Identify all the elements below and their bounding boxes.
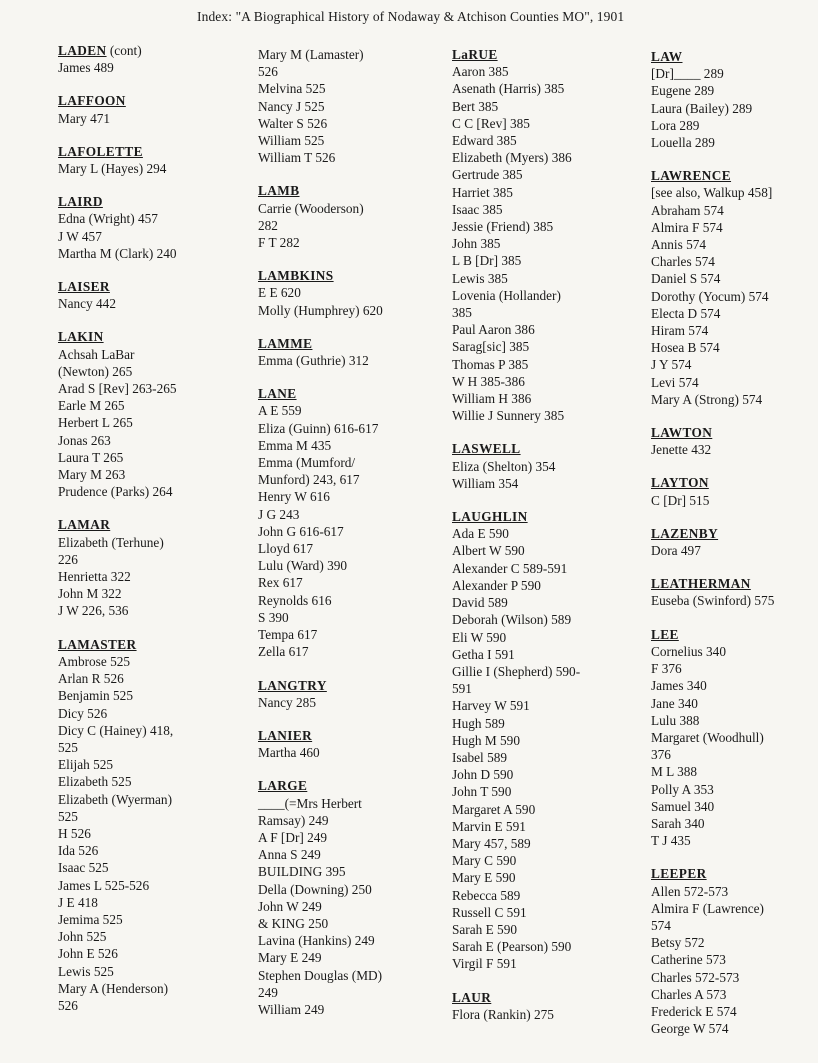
name-entry: James 489 [58, 60, 114, 76]
index-entry [58, 278, 243, 312]
name-entry: J W 457 [58, 228, 102, 244]
surname-heading-line [651, 167, 818, 184]
surname-heading-line [258, 335, 443, 352]
name-entry: Harriet 385 [452, 184, 513, 200]
index-column-3 [452, 46, 637, 1039]
index-entry [651, 575, 818, 609]
surname-heading-line [258, 777, 443, 794]
name-entry: Emma M 435 [258, 437, 332, 453]
name-entry: Laura (Bailey) 289 [651, 100, 753, 116]
name-entry: Isaac 525 [58, 860, 109, 876]
name-entry: (Newton) 265 [58, 363, 133, 379]
name-entry: Lewis 525 [58, 963, 114, 979]
name-entry: Alexander C 589-591 [452, 560, 568, 576]
index-column-2 [258, 46, 443, 1034]
name-entry: Eliza (Guinn) 616-617 [258, 420, 379, 436]
name-entry: Mary C 590 [452, 853, 517, 869]
name-entry: Earle M 265 [58, 398, 125, 414]
surname-heading: LAWRENCE [651, 168, 732, 184]
name-entry: William T 526 [258, 150, 336, 166]
index-entry [258, 46, 443, 166]
name-entry: Eugene 289 [651, 83, 715, 99]
name-entry: John T 590 [452, 784, 512, 800]
name-entry: Getha I 591 [452, 646, 515, 662]
name-entry: Charles A 573 [651, 986, 727, 1002]
name-entry: 526 [258, 64, 278, 80]
name-entry: William 525 [258, 133, 325, 149]
name-entry: Euseba (Swinford) 575 [651, 593, 775, 609]
index-entry [651, 424, 818, 458]
surname-heading: LAMASTER [58, 636, 137, 652]
name-entry: John D 590 [452, 767, 514, 783]
name-entry: William H 386 [452, 391, 532, 407]
surname-heading-line [258, 677, 443, 694]
surname-heading: LEATHERMAN [651, 576, 751, 592]
surname-heading-line [452, 440, 637, 457]
name-entry: Reynolds 616 [258, 592, 332, 608]
name-entry: Mary 457, 589 [452, 835, 531, 851]
index-entry [58, 92, 243, 126]
index-entry [258, 777, 443, 1018]
name-entry: Jemima 525 [58, 911, 123, 927]
index-entry [58, 193, 243, 262]
name-entry: Hugh M 590 [452, 732, 520, 748]
name-entry: John M 322 [58, 586, 122, 602]
name-entry: Elizabeth (Myers) 386 [452, 150, 572, 166]
name-entry: Paul Aaron 386 [452, 322, 535, 338]
name-entry: John E 526 [58, 946, 118, 962]
name-entry: Catherine 573 [651, 952, 726, 968]
name-entry: Walter S 526 [258, 115, 328, 131]
name-entry: Thomas P 385 [452, 356, 529, 372]
name-entry: Sarah 340 [651, 815, 705, 831]
surname-heading: LAWTON [651, 425, 713, 441]
name-entry: Prudence (Parks) 264 [58, 484, 173, 500]
name-entry: J W 226, 536 [58, 603, 129, 619]
index-entry [651, 626, 818, 850]
name-entry: BUILDING 395 [258, 864, 346, 880]
name-entry: Sarah E 590 [452, 921, 517, 937]
name-entry: 226 [58, 551, 78, 567]
name-entry: E E 620 [258, 285, 301, 301]
name-entry: Samuel 340 [651, 798, 715, 814]
name-entry: Jessie (Friend) 385 [452, 219, 554, 235]
name-entry: Charles 572-573 [651, 969, 740, 985]
surname-heading: LAMAR [58, 517, 111, 533]
name-entry: Mary 471 [58, 110, 111, 126]
name-entry: Henrietta 322 [58, 569, 131, 585]
name-entry: Zella 617 [258, 644, 309, 660]
surname-heading: LANGTRY [258, 677, 327, 693]
name-entry: Almira F (Lawrence) [651, 900, 764, 916]
name-entry: F 376 [651, 661, 682, 677]
name-entry: Ramsay) 249 [258, 812, 329, 828]
name-entry: Aaron 385 [452, 64, 509, 80]
name-entry: H 526 [58, 825, 91, 841]
name-entry: Achsah LaBar [58, 346, 135, 362]
name-entry: Edna (Wright) 457 [58, 211, 158, 227]
name-entry: Melvina 525 [258, 81, 326, 97]
name-entry: George W 574 [651, 1021, 729, 1037]
name-entry: A E 559 [258, 403, 302, 419]
name-entry: Munford) 243, 617 [258, 472, 360, 488]
name-entry: Edward 385 [452, 133, 517, 149]
surname-heading: LAUR [452, 989, 492, 1005]
name-entry: Della (Downing) 250 [258, 881, 372, 897]
name-entry: [see also, Walkup 458] [651, 185, 773, 201]
name-entry: Mary E 249 [258, 950, 322, 966]
surname-heading-line [258, 182, 443, 199]
index-entry [58, 516, 243, 619]
index-entry [58, 42, 243, 76]
surname-heading: LANIER [258, 727, 313, 743]
index-entry [258, 335, 443, 369]
surname-heading-line [651, 626, 818, 643]
name-entry: Hiram 574 [651, 323, 709, 339]
surname-heading-line [651, 865, 818, 882]
name-entry: L B [Dr] 385 [452, 253, 522, 269]
name-entry: Rebecca 589 [452, 887, 521, 903]
index-entry [651, 865, 818, 1037]
surname-heading-line [651, 424, 818, 441]
index-entry [651, 474, 818, 508]
surname-heading-line [58, 193, 243, 210]
surname-heading: LADEN [58, 43, 107, 58]
index-entry [651, 48, 818, 151]
surname-heading: LAKIN [58, 329, 104, 345]
index-entry [58, 143, 243, 177]
surname-heading: LAISER [58, 279, 110, 295]
name-entry: Nancy 285 [258, 694, 316, 710]
name-entry: Hugh 589 [452, 715, 505, 731]
name-entry: Deborah (Wilson) 589 [452, 612, 572, 628]
surname-heading-line [58, 516, 243, 533]
name-entry: Marvin E 591 [452, 818, 526, 834]
name-entry: Russell C 591 [452, 904, 527, 920]
name-entry: Anna S 249 [258, 847, 321, 863]
name-entry: 591 [452, 681, 472, 697]
name-entry: Hosea B 574 [651, 340, 720, 356]
surname-heading-line [258, 727, 443, 744]
name-entry: Martha 460 [258, 745, 320, 761]
name-entry: Laura T 265 [58, 449, 124, 465]
name-entry: Frederick E 574 [651, 1003, 737, 1019]
name-entry: David 589 [452, 595, 508, 611]
name-entry: Ida 526 [58, 843, 99, 859]
name-entry: Henry W 616 [258, 489, 330, 505]
name-entry: Lulu 388 [651, 712, 700, 728]
name-entry: Lulu (Ward) 390 [258, 558, 348, 574]
index-entry [58, 328, 243, 500]
name-entry: Eli W 590 [452, 629, 507, 645]
name-entry: C [Dr] 515 [651, 492, 710, 508]
index-entry [58, 636, 243, 1014]
name-entry: Benjamin 525 [58, 688, 133, 704]
index-entry [258, 385, 443, 660]
name-entry: Emma (Mumford/ [258, 455, 356, 471]
name-entry: Rex 617 [258, 575, 303, 591]
name-entry: Molly (Humphrey) 620 [258, 302, 383, 318]
name-entry: ____(=Mrs Herbert [258, 795, 362, 811]
name-entry: Isabel 589 [452, 749, 508, 765]
name-entry: Albert W 590 [452, 543, 525, 559]
surname-heading: LAZENBY [651, 525, 719, 541]
index-entry [452, 989, 637, 1023]
name-entry: W H 385-386 [452, 373, 525, 389]
surname-heading: LASWELL [452, 441, 521, 457]
name-entry: Mary M 263 [58, 467, 126, 483]
name-entry: Abraham 574 [651, 202, 724, 218]
index-entry [258, 182, 443, 251]
name-entry: 525 [58, 739, 78, 755]
name-entry: Lovenia (Hollander) [452, 287, 561, 303]
surname-heading: LaRUE [452, 47, 498, 62]
name-entry: 249 [258, 984, 278, 1000]
name-entry: S 390 [258, 609, 289, 625]
index-column-1 [58, 42, 243, 1030]
surname-heading: LAIRD [58, 194, 103, 210]
surname-heading-line [258, 267, 443, 284]
name-entry: Lavina (Hankins) 249 [258, 933, 375, 949]
name-entry: Charles 574 [651, 254, 715, 270]
page-title: Index: "A Biographical History of Nodaway & Atchison Counties MO", 1901 [197, 9, 625, 24]
name-entry: [Dr]____ 289 [651, 66, 724, 82]
name-entry: Tempa 617 [258, 627, 318, 643]
name-entry: Dora 497 [651, 543, 701, 559]
name-entry: Martha M (Clark) 240 [58, 245, 177, 261]
name-entry: Jonas 263 [58, 432, 111, 448]
name-entry: Daniel S 574 [651, 271, 721, 287]
name-entry: C C [Rev] 385 [452, 115, 530, 131]
surname-heading-line [58, 278, 243, 295]
surname-heading: LAFFOON [58, 93, 126, 109]
name-entry: Dicy 526 [58, 705, 108, 721]
name-entry: Elizabeth (Terhune) [58, 534, 164, 550]
surname-heading-line [58, 42, 243, 59]
surname-heading-line [452, 989, 637, 1006]
name-entry: Jane 340 [651, 695, 698, 711]
surname-heading: LAW [651, 49, 683, 64]
surname-heading: LAMME [258, 335, 313, 351]
surname-heading-line [58, 143, 243, 160]
name-entry: 526 [58, 997, 78, 1013]
name-entry: Isaac 385 [452, 201, 503, 217]
name-entry: T J 435 [651, 833, 691, 849]
index-entry [452, 46, 637, 424]
name-entry: Ambrose 525 [58, 653, 131, 669]
name-entry: Virgil F 591 [452, 956, 517, 972]
name-entry: Mary M (Lamaster) [258, 47, 364, 62]
name-entry: Dicy C (Hainey) 418, [58, 722, 174, 738]
name-entry: & KING 250 [258, 915, 329, 931]
surname-heading: LAYTON [651, 475, 709, 491]
name-entry: Elizabeth (Wyerman) [58, 791, 173, 807]
name-entry: Nancy J 525 [258, 98, 325, 114]
index-entry [258, 727, 443, 761]
surname-heading-line [258, 385, 443, 402]
name-entry: Lora 289 [651, 117, 700, 133]
surname-heading: LAMBKINS [258, 268, 334, 284]
name-entry: Allen 572-573 [651, 883, 729, 899]
name-entry: Polly A 353 [651, 781, 714, 797]
index-entry [452, 440, 637, 492]
name-entry: J Y 574 [651, 357, 692, 373]
surname-heading: LAUGHLIN [452, 509, 528, 525]
name-entry: Sarah E (Pearson) 590 [452, 939, 572, 955]
name-entry: Annis 574 [651, 237, 707, 253]
name-entry: Asenath (Harris) 385 [452, 81, 565, 97]
name-entry: Elijah 525 [58, 757, 114, 773]
name-entry: Lloyd 617 [258, 541, 314, 557]
name-entry: Dorothy (Yocum) 574 [651, 288, 769, 304]
name-entry: John 525 [58, 929, 107, 945]
name-entry: Gillie I (Shepherd) 590- [452, 663, 581, 679]
surname-heading-line [651, 474, 818, 491]
name-entry: Mary A (Henderson) [58, 980, 169, 996]
surname-heading-line [651, 525, 818, 542]
name-entry: Alexander P 590 [452, 577, 541, 593]
name-entry: Lewis 385 [452, 270, 508, 286]
index-entry [651, 167, 818, 408]
surname-heading-line [651, 48, 818, 65]
name-entry: Bert 385 [452, 98, 499, 114]
name-entry: A F [Dr] 249 [258, 829, 328, 845]
continued-note: (cont) [106, 43, 142, 58]
name-entry: Mary L (Hayes) 294 [58, 161, 167, 177]
surname-heading: LEEPER [651, 866, 707, 882]
name-entry: Margaret A 590 [452, 801, 536, 817]
surname-heading: LAFOLETTE [58, 143, 143, 159]
name-entry: Gertrude 385 [452, 167, 523, 183]
surname-heading-line [452, 46, 637, 63]
name-entry: Flora (Rankin) 275 [452, 1006, 554, 1022]
surname-heading-line [58, 636, 243, 653]
name-entry: Emma (Guthrie) 312 [258, 353, 369, 369]
name-entry: Willie J Sunnery 385 [452, 408, 565, 424]
index-entry [258, 267, 443, 319]
name-entry: Herbert L 265 [58, 415, 133, 431]
name-entry: Stephen Douglas (MD) [258, 967, 383, 983]
surname-heading: LAMB [258, 183, 300, 199]
name-entry: Harvey W 591 [452, 698, 530, 714]
index-entry [258, 677, 443, 711]
name-entry: Jenette 432 [651, 442, 712, 458]
name-entry: 282 [258, 217, 278, 233]
name-entry: Levi 574 [651, 374, 699, 390]
name-entry: Nancy 442 [58, 296, 116, 312]
name-entry: 385 [452, 305, 472, 321]
name-entry: John G 616-617 [258, 523, 344, 539]
name-entry: Mary E 590 [452, 870, 516, 886]
surname-heading-line [58, 92, 243, 109]
name-entry: Sarag[sic] 385 [452, 339, 530, 355]
name-entry: J G 243 [258, 506, 300, 522]
name-entry: Louella 289 [651, 135, 715, 151]
name-entry: J E 418 [58, 894, 98, 910]
index-entry [651, 525, 818, 559]
name-entry: Eliza (Shelton) 354 [452, 458, 556, 474]
name-entry: 376 [651, 747, 671, 763]
name-entry: 525 [58, 808, 78, 824]
name-entry: John 385 [452, 236, 501, 252]
surname-heading: LANE [258, 386, 297, 402]
surname-heading-line [58, 328, 243, 345]
index-column-4 [651, 48, 818, 1053]
name-entry: John W 249 [258, 898, 322, 914]
name-entry: Mary A (Strong) 574 [651, 391, 763, 407]
name-entry: 574 [651, 917, 671, 933]
name-entry: James L 525-526 [58, 877, 150, 893]
name-entry: Betsy 572 [651, 935, 705, 951]
name-entry: Almira F 574 [651, 219, 723, 235]
surname-heading-line [452, 508, 637, 525]
name-entry: M L 388 [651, 764, 698, 780]
name-entry: Cornelius 340 [651, 643, 726, 659]
name-entry: Carrie (Wooderson) [258, 200, 364, 216]
name-entry: William 249 [258, 1001, 325, 1017]
name-entry: Arad S [Rev] 263-265 [58, 381, 177, 397]
name-entry: Ada E 590 [452, 526, 509, 542]
name-entry: Margaret (Woodhull) [651, 729, 764, 745]
surname-heading: LARGE [258, 778, 308, 794]
name-entry: Electa D 574 [651, 305, 721, 321]
name-entry: Arlan R 526 [58, 671, 124, 687]
surname-heading-line [651, 575, 818, 592]
name-entry: James 340 [651, 678, 707, 694]
name-entry: Elizabeth 525 [58, 774, 132, 790]
index-entry [452, 508, 637, 972]
name-entry: F T 282 [258, 235, 300, 251]
surname-heading: LEE [651, 626, 679, 642]
name-entry: William 354 [452, 475, 519, 491]
